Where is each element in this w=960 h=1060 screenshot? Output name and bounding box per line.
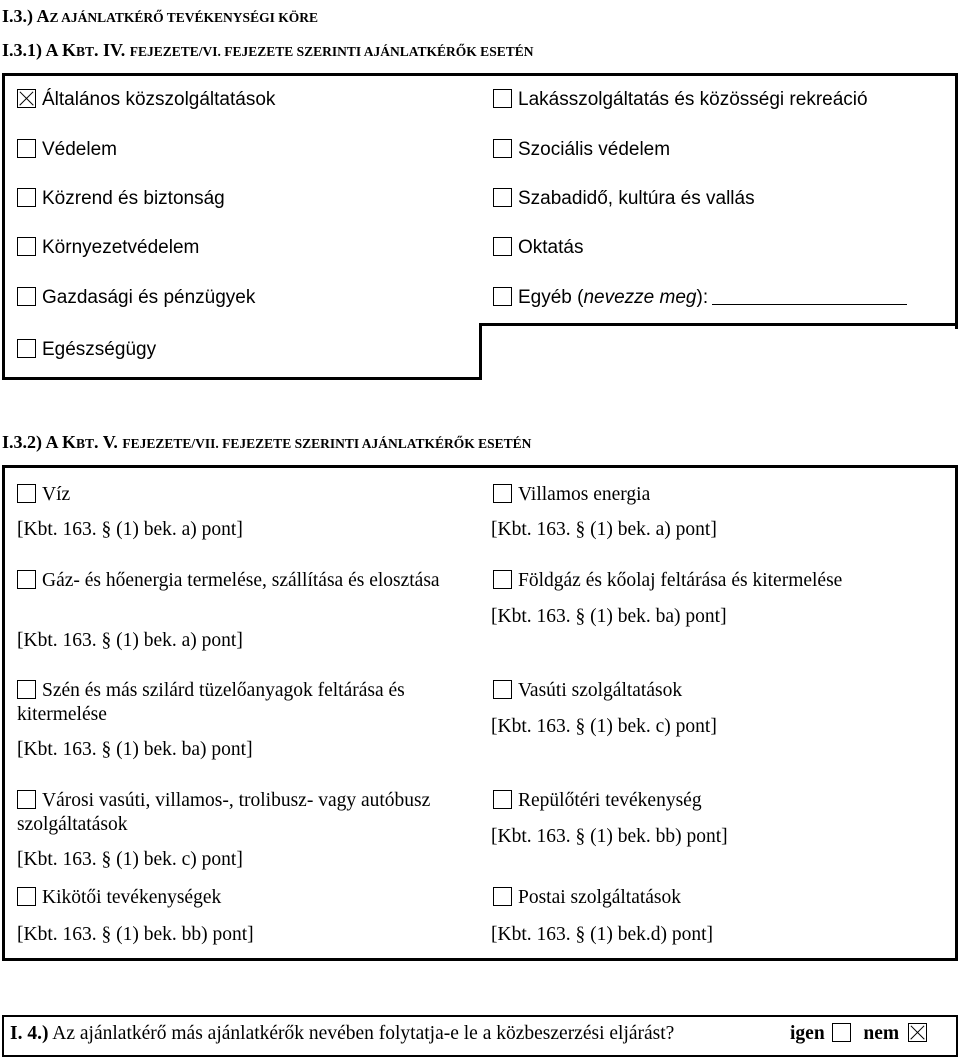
legal-ref: [Kbt. 163. § (1) bek. a) pont]: [17, 630, 243, 651]
section-i32-title: I.3.2) A KBT. V. FEJEZETE/VII. FEJEZETE SZERINTI AJÁNLATKÉRŐK ESETÉN: [2, 432, 532, 452]
option-egeszsegugy[interactable]: Egészségügy: [17, 339, 156, 361]
option-szabadido[interactable]: Szabadidő, kultúra és vallás: [493, 188, 755, 210]
checkbox-icon[interactable]: [493, 287, 512, 306]
checkbox-icon[interactable]: [17, 237, 36, 256]
checkbox-icon[interactable]: [493, 790, 512, 809]
checkbox-icon[interactable]: [493, 887, 512, 906]
legal-ref: [Kbt. 163. § (1) bek. ba) pont]: [17, 739, 253, 760]
checkbox-icon[interactable]: [493, 89, 512, 108]
option-kornyezetvedelem[interactable]: Környezetvédelem: [17, 237, 199, 259]
checkbox-icon[interactable]: [17, 570, 36, 589]
option-repuloteri[interactable]: Repülőtéri tevékenység: [493, 789, 933, 813]
checkbox-icon[interactable]: [493, 570, 512, 589]
option-szocialis[interactable]: Szociális védelem: [493, 139, 670, 161]
legal-ref: [Kbt. 163. § (1) bek. ba) pont]: [491, 606, 727, 627]
option-viz[interactable]: Víz: [17, 483, 457, 507]
checkbox-nem-checked-icon[interactable]: [908, 1023, 927, 1042]
checkbox-icon[interactable]: [17, 188, 36, 207]
option-varosi-kozlekedes[interactable]: Városi vasúti, villamos-, trolibusz- vagy autóbusz szolgáltatások: [17, 790, 431, 835]
option-oktatas[interactable]: Oktatás: [493, 237, 583, 259]
checkbox-igen-icon[interactable]: [832, 1023, 851, 1042]
checkbox-icon[interactable]: [17, 339, 36, 358]
checkbox-icon[interactable]: [17, 287, 36, 306]
i4-answers: igen nem: [790, 1023, 933, 1045]
option-kozrend[interactable]: Közrend és biztonság: [17, 188, 225, 210]
option-postai[interactable]: Postai szolgáltatások: [493, 886, 933, 910]
legal-ref: [Kbt. 163. § (1) bek.d) pont]: [491, 924, 714, 945]
checkbox-icon[interactable]: [17, 139, 36, 158]
checkbox-icon[interactable]: [17, 887, 36, 906]
option-vasuti[interactable]: Vasúti szolgáltatások: [493, 679, 933, 703]
option-kikotoi[interactable]: Kikötői tevékenységek: [17, 886, 457, 910]
checkbox-icon[interactable]: [493, 237, 512, 256]
checkbox-icon[interactable]: [493, 188, 512, 207]
legal-ref: [Kbt. 163. § (1) bek. bb) pont]: [17, 924, 254, 945]
option-foldgaz-koolaj[interactable]: Földgáz és kőolaj feltárása és kitermelése: [493, 569, 933, 593]
checkbox-icon[interactable]: [493, 139, 512, 158]
option-egyeb[interactable]: Egyéb (nevezze meg):: [493, 287, 907, 309]
option-altalanos[interactable]: Általános közszolgáltatások: [17, 89, 275, 111]
checkbox-icon[interactable]: [493, 680, 512, 699]
option-lakasszolgaltatas[interactable]: Lakásszolgáltatás és közösségi rekreáció: [493, 89, 868, 111]
legal-ref: [Kbt. 163. § (1) bek. bb) pont]: [491, 826, 728, 847]
legal-ref: [Kbt. 163. § (1) bek. c) pont]: [17, 849, 243, 870]
option-gazdasagi[interactable]: Gazdasági és pénzügyek: [17, 287, 255, 309]
checkbox-icon[interactable]: [17, 680, 36, 699]
i4-question-row: I. 4.) Az ajánlatkérő más ajánlatkérők nevében folytatja-e le a közbeszerzési eljárást?: [10, 1023, 675, 1044]
checkbox-icon[interactable]: [493, 484, 512, 503]
section-i3-title: I.3.) AZ AJÁNLATKÉRŐ TEVÉKENYSÉGI KÖRE: [2, 6, 318, 26]
legal-ref: [Kbt. 163. § (1) bek. a) pont]: [17, 519, 243, 540]
option-szen[interactable]: Szén és más szilárd tüzelőanyagok feltárása és kitermelése: [17, 680, 405, 725]
checkbox-checked-icon[interactable]: [17, 89, 36, 108]
option-vedelem[interactable]: Védelem: [17, 139, 117, 161]
other-text-field[interactable]: [712, 304, 907, 305]
section-i31-title: I.3.1) A KBT. IV. FEJEZETE/VI. FEJEZETE SZERINTI AJÁNLATKÉRŐK ESETÉN: [2, 40, 534, 60]
checkbox-icon[interactable]: [17, 484, 36, 503]
legal-ref: [Kbt. 163. § (1) bek. a) pont]: [491, 519, 717, 540]
option-gaz-hoenergia[interactable]: Gáz- és hőenergia termelése, szállítása és elosztása: [17, 569, 457, 593]
option-villamos-energia[interactable]: Villamos energia: [493, 483, 933, 507]
legal-ref: [Kbt. 163. § (1) bek. c) pont]: [491, 716, 717, 737]
checkbox-icon[interactable]: [17, 790, 36, 809]
